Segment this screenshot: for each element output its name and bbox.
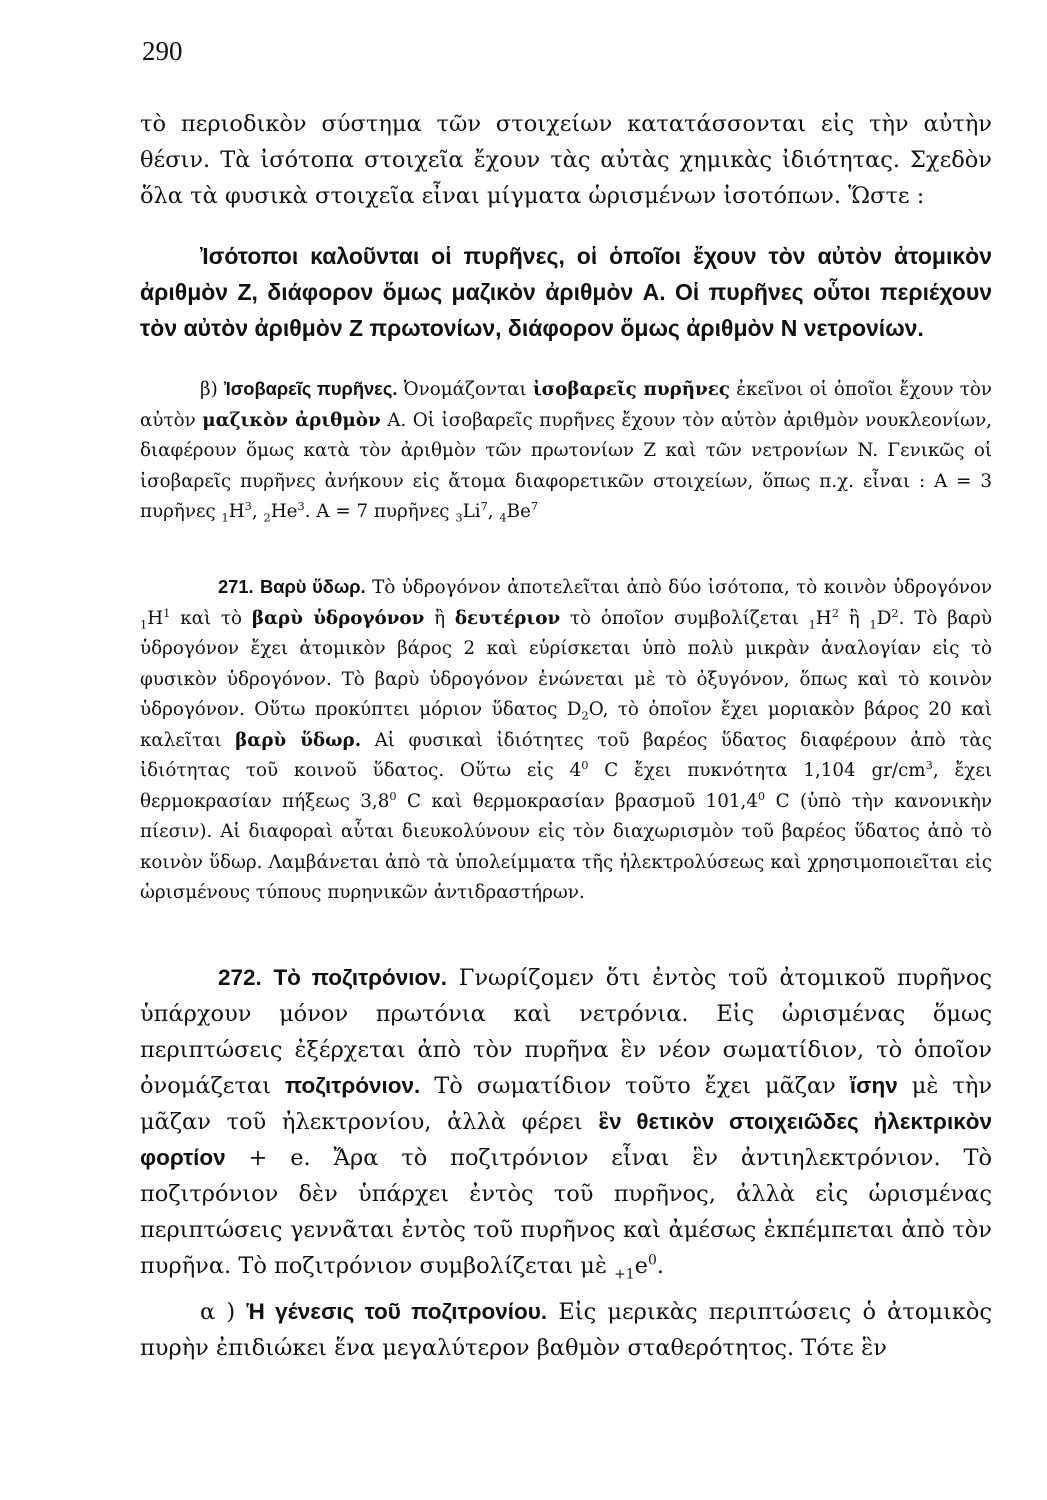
heavy-water-term: βαρὺ ὕδωρ. (235, 729, 362, 751)
degree-mark: 0 (581, 757, 589, 772)
degree-mark: 0 (757, 788, 766, 803)
section-text: , ἔχει θερμοκρασίαν πήξεως 3,8 (140, 760, 992, 812)
symbol-h1: $_1H^1$ (140, 605, 171, 632)
section-text: + e. Ἄρα τὸ ποζιτρόνιον εἶναι ἓν ἀντιηλεκτρόνιον. Τὸ ποζιτρόνιον δὲν ὑπάρχει ἐντὸς τοῦ πυρῆνος, ἀλλὰ εἰς ὡρισμένας περιπτώσεις γεννᾶται ἐντὸς τοῦ πυρῆνος καὶ ἀμέσως ἐκπέμπεται ἀπὸ τὸν πυρῆνα. Τὸ ποζιτρόνιον συμβολίζεται μὲ (140, 1145, 992, 1279)
section-text: Τὸ σωματίδιον τοῦτο ἔχει μᾶζαν (434, 1073, 836, 1099)
cubic-mark: 3 (925, 757, 933, 772)
isotopes-definition (140, 238, 992, 346)
section-text: ἢ (434, 607, 446, 629)
positron-symbol: $_{+1}e^0$ (614, 1252, 657, 1283)
section-heading: Βαρὺ ὕδωρ. (260, 576, 366, 597)
section-text: μὲ τὴν μᾶζαν τοῦ ἠλεκτρονίου, ἀλλὰ φέρει (140, 1073, 993, 1135)
positron-term: ποζιτρόνιον. (284, 1073, 421, 1098)
section-272-positron (140, 960, 992, 1284)
section-heading: Τὸ ποζιτρόνιον. (273, 965, 448, 990)
mass-number-term: μαζικὸν ἀριθμὸν (202, 409, 381, 431)
isotope-symbol-he3: $_2He^3$ (263, 498, 305, 525)
isobars-term: ἰσοβαρεῖς πυρῆνες (532, 379, 730, 400)
section-text: C καὶ θερμοκρασίαν βρασμοῦ 101,4 (407, 790, 758, 812)
section-number: 272. (218, 965, 262, 990)
section-text: Γνωρίζομεν ὅτι ἐντὸς τοῦ ἀτομικοῦ πυρῆνος ὑπάρχουν μόνον πρωτόνια καὶ νετρόνια. Εἰς ὡρισμένας ὅμως περιπτώσεις ἐξέρχεται ἀπὸ τὸν πυρῆνα ἓν νέον σωματίδιον, τὸ ὁποῖον ὀνομάζεται (140, 965, 993, 1099)
isobars-label: β) (200, 379, 218, 400)
subsection-positron-genesis (140, 1294, 992, 1366)
isobars-heading: Ἰσοβαρεῖς πυρῆνες. (223, 378, 398, 399)
symbol-h2: $_1H^2$ (808, 605, 839, 632)
section-number: 271. (218, 576, 254, 597)
d2o-subscript: 2 (581, 708, 589, 723)
isobars-text: A. Οἱ ἰσοβαρεῖς πυρῆνες ἔχουν τὸν αὐτὸν ἀριθμὸν νουκλεονίων, διαφέρουν ὅμως κατὰ τὸν ἀριθμὸν τῶν πρωτονίων Z καὶ τῶν νετρονίων N. Γενικῶς οἱ ἰσοβαρεῖς πυρῆνες ἀνήκουν εἰς ἄτομα διαφορετικῶν στοιχείων, ὅπως π.χ. εἶναι : A = 3 πυρῆνες (140, 409, 992, 522)
heavy-hydrogen-term: βαρὺ ὑδρογόνον (251, 607, 425, 629)
isotope-symbol-be7: $_4Be^7$ (499, 498, 539, 525)
symbol-d2: $_1D^2$ (869, 605, 899, 632)
section-text: ἢ (848, 607, 860, 629)
section-text: O, τὸ ὁποῖον ἔχει μοριακὸν βάρος 20 καὶ καλεῖται (140, 699, 992, 751)
isotopes-definition-text: Ἰσότοποι καλοῦνται οἱ πυρῆνες, οἱ ὁποῖοι ἔχουν τὸν αὐτὸν ἀτομικὸν ἀριθμὸν Z, διάφορον ὅμως μαζικὸν ἀριθμὸν A. Οἱ πυρῆνες οὗτοι περιέχουν τὸν αὐτὸν ἀριθμὸν Z πρωτονίων, διάφορον ὅμως ἀριθμὸν N νετρονίων. (140, 243, 992, 341)
subsection-label: α ) (200, 1299, 236, 1325)
section-text: καὶ τὸ (180, 607, 243, 629)
isotope-symbol-li7: $_3Li^7$ (455, 498, 488, 525)
section-text: . (656, 1253, 665, 1279)
section-text: Τὸ ὑδρογόνον ἀποτελεῖται ἀπὸ δύο ἰσότοπα, τὸ κοινὸν ὑδρογόνον (372, 577, 993, 598)
section-text: C ἔχει πυκνότητα 1,104 gr/cm (604, 760, 926, 781)
isotope-symbol-h3: $_1H^3$ (221, 498, 252, 525)
paragraph-isotopes-intro (140, 106, 992, 214)
equal-term: ἴσην (849, 1073, 898, 1098)
section-271-heavy-water (140, 572, 992, 909)
isobars-text: . A = 7 πυρῆνες (304, 501, 450, 522)
isotopes-intro-text: τὸ περιοδικὸν σύστημα τῶν στοιχείων κατατάσσονται εἰς τὴν αὐτὴν θέσιν. Τὰ ἰσότοπα στοιχεῖα ἔχουν τὰς αὐτὰς χημικὰς ἰδιότητας. Σχεδὸν ὅλα τὰ φυσικὰ στοιχεῖα εἶναι μίγματα ὡρισμένων ἰσοτόπων. Ὥστε : (140, 111, 992, 209)
separator: , (487, 501, 494, 522)
paragraph-isobars (140, 374, 992, 528)
degree-mark: 0 (389, 788, 397, 803)
isobars-text: ἐκεῖνοι οἱ ὁποῖοι ἔχουν τὸν αὐτὸν (140, 379, 993, 431)
section-text: Εἰς μερικὰς περιπτώσεις ὁ ἀτομικὸς πυρὴν ἐπιδιώκει ἕνα μεγαλύτερον βαθμὸν σταθερότητος. Τότε ἓν (140, 1299, 993, 1361)
section-text: C (ὑπὸ τὴν κανονικὴν πίεσιν). Αἱ διαφοραὶ αὗται διευκολύνουν εἰς τὸν διαχωρισμὸν τοῦ βαρέος ὕδατος ἀπὸ τὸ κοινὸν ὕδωρ. Λαμβάνεται ἀπὸ τὰ ὑπολείμματα τῆς ἠλεκτρολύσεως καὶ χρησιμοποιεῖται εἰς ὡρισμένους τύπους πυρηνικῶν ἀντιδραστήρων. (140, 790, 993, 903)
page-number: 290 (142, 36, 183, 66)
positive-charge-term: ἓν θετικὸν στοιχειῶδες ἠλεκτρικὸν φορτίον (140, 1109, 992, 1170)
separator: , (251, 501, 258, 522)
subsection-heading: Ἡ γένεσις τοῦ ποζιτρονίου. (246, 1299, 548, 1324)
isobars-text: Ὀνομάζονται (403, 379, 527, 400)
section-text: τὸ ὁποῖον συμβολίζεται (569, 607, 799, 629)
section-text: . Τὸ βαρὺ ὑδρογόνον ἔχει ἀτομικὸν βάρος 2 καὶ εὑρίσκεται ὑπὸ πολὺ μικρὰν ἀναλογίαν εἰς τὸ φυσικὸν ὑδρογόνον. Τὸ βαρὺ ὑδρογόνον ἑνώνεται μὲ τὸ ὀξυγόνον, ὅπως καὶ τὸ κοινὸν ὑδρογόνον. Οὕτω προκύπτει μόριον ὕδατος D (140, 607, 992, 720)
section-text: Αἱ φυσικαὶ ἰδιότητες τοῦ βαρέος ὕδατος διαφέρουν ἀπὸ τὰς ἰδιότητας τοῦ κοινοῦ ὕδατος. Οὕτω εἰς 4 (140, 729, 992, 781)
deuterium-term: δευτέριον (454, 607, 561, 629)
